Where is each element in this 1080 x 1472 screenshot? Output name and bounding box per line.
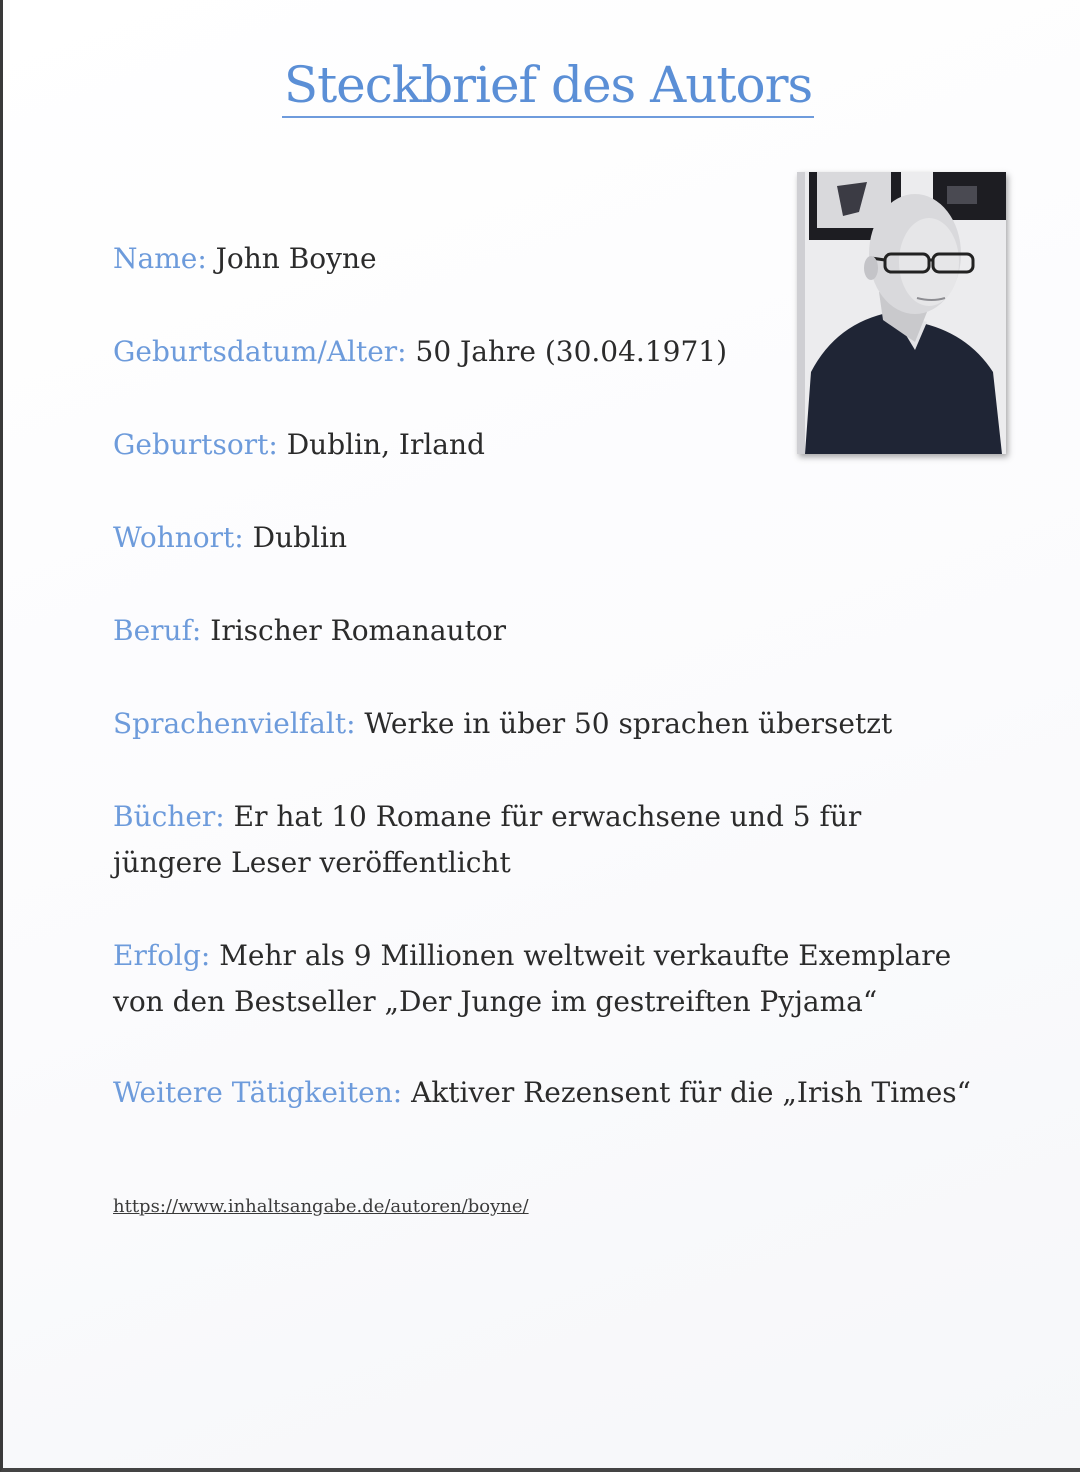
field-name [113,236,377,282]
field-profession-value: Irischer Romanautor [210,614,507,647]
field-birthplace-value: Dublin, Irland [286,428,485,461]
field-profession-label: Beruf: [113,614,202,647]
field-birthplace-label: Geburtsort: [113,428,278,461]
field-name-label: Name: [113,242,207,275]
field-languages-label: Sprachenvielfalt: [113,707,356,740]
source-link[interactable]: https://www.inhaltsangabe.de/autoren/boyne/ [113,1196,529,1217]
field-name-value: John Boyne [215,242,377,275]
field-birthdate-value: 50 Jahre (30.04.1971) [415,335,728,368]
field-books-label: Bücher: [113,800,225,833]
page-title-text: Steckbrief des Autors [282,56,814,118]
field-residence-label: Wohnort: [113,521,244,554]
field-residence-value: Dublin [252,521,347,554]
field-residence [113,515,347,561]
field-profession [113,608,506,654]
field-other-activities [113,1070,971,1116]
field-languages [113,701,892,747]
field-success-value: Mehr als 9 Millionen weltweit verkaufte Exemplare von den Bestseller „Der Junge im gestreiften Pyjama“ [113,939,952,1018]
field-other-activities-label: Weitere Tätigkeiten: [113,1076,403,1109]
field-success [113,933,963,1025]
field-books-value: Er hat 10 Romane für erwachsene und 5 für jüngere Leser veröffentlicht [113,800,862,879]
page-title [3,56,1080,114]
field-other-activities-value: Aktiver Rezensent für die „Irish Times“ [411,1076,971,1109]
field-languages-value: Werke in über 50 sprachen übersetzt [364,707,893,740]
author-photo [797,172,1006,454]
field-books [113,794,963,886]
field-birthdate [113,329,727,375]
field-birthplace [113,422,485,468]
field-birthdate-label: Geburtsdatum/Alter: [113,335,407,368]
field-success-label: Erfolg: [113,939,211,972]
